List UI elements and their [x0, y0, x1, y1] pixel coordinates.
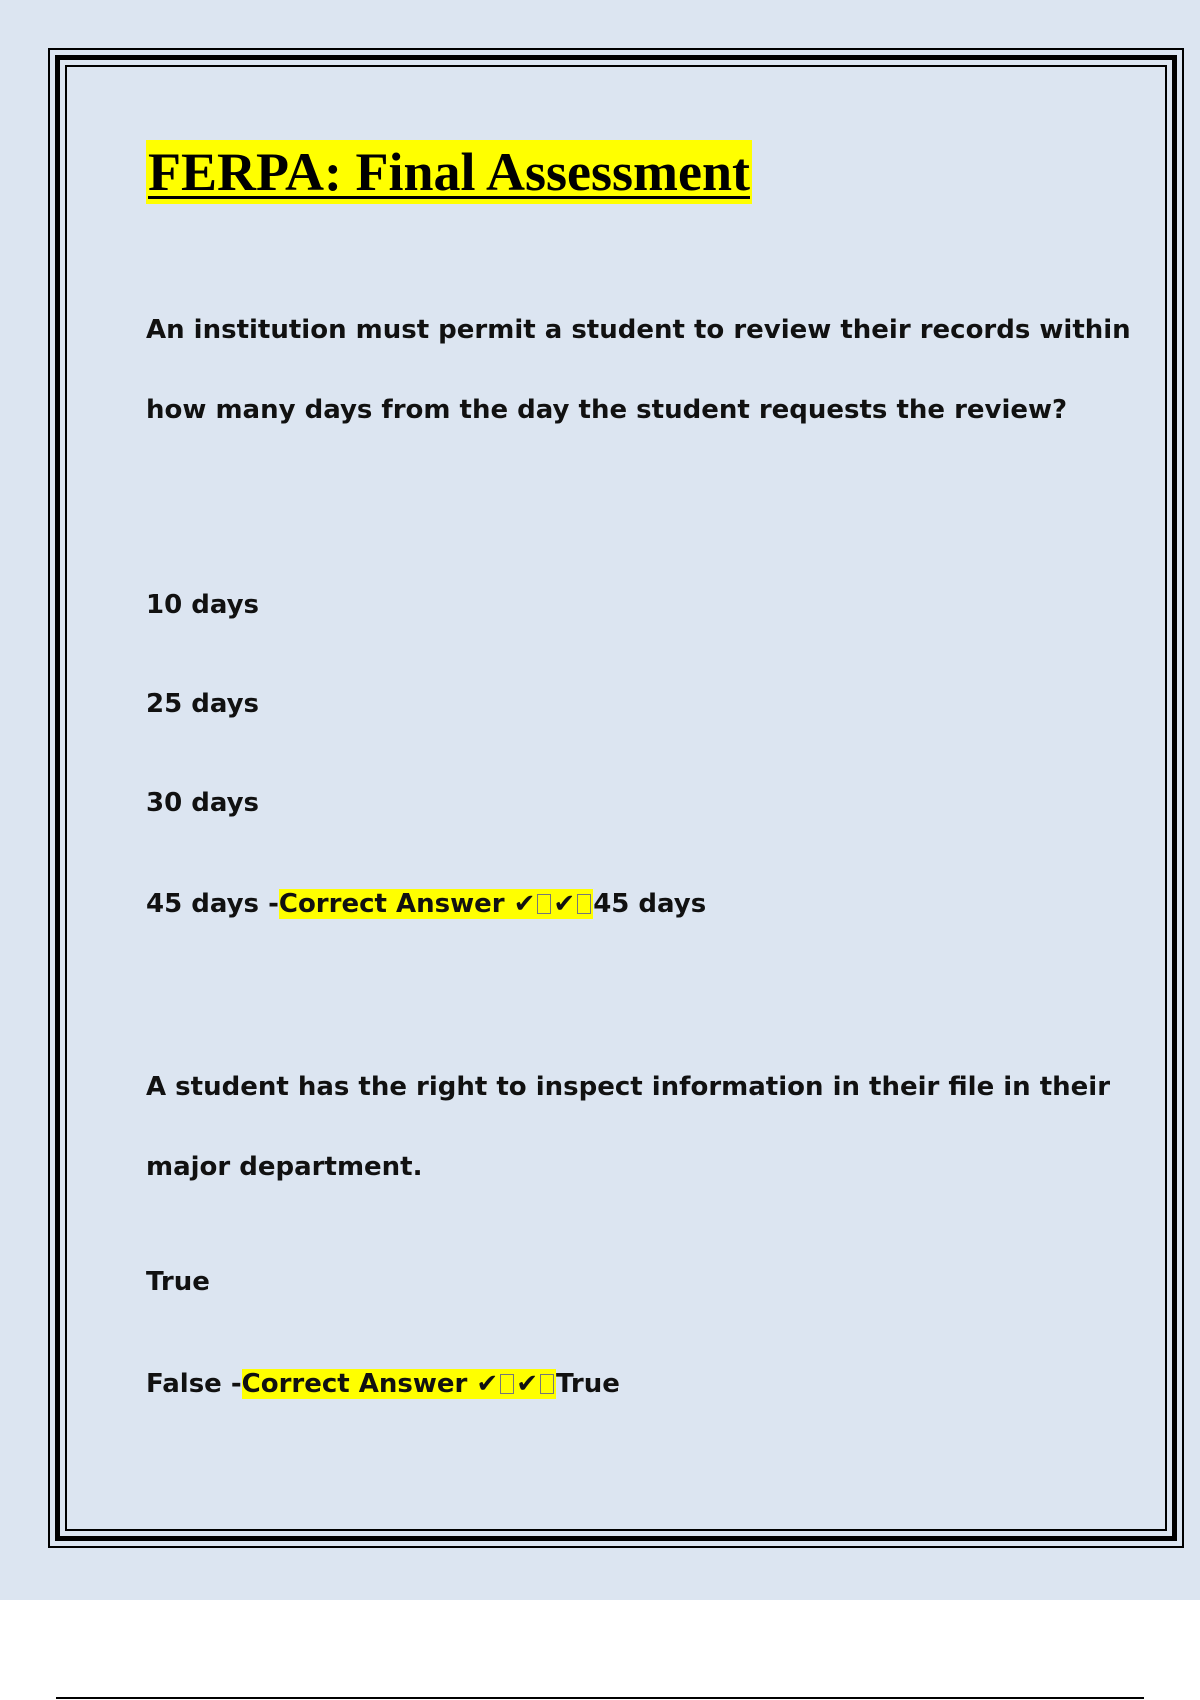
- correct-answer-highlight: [242, 1369, 556, 1399]
- correct-answer-value: True: [556, 1369, 620, 1399]
- checkmark-icon: ✔: [553, 889, 576, 919]
- footer-divider: [56, 1697, 1144, 1699]
- correct-answer-highlight: [279, 889, 593, 919]
- answer-option: 30 days: [146, 788, 260, 818]
- answer-option: 10 days: [146, 590, 260, 620]
- correct-answer-label: Correct Answer: [278, 889, 514, 919]
- checkmark-icon: ✔: [513, 889, 536, 919]
- missing-glyph-icon: [500, 1374, 514, 1394]
- missing-glyph-icon: [577, 894, 591, 914]
- question-line: An institution must permit a student to review their records within: [146, 315, 1131, 345]
- correct-answer-line: [146, 884, 706, 924]
- answer-option: True: [146, 1267, 210, 1297]
- question-line: major department.: [146, 1152, 423, 1182]
- answer-option: 45 days -: [146, 889, 279, 919]
- correct-answer-line: [146, 1364, 620, 1404]
- missing-glyph-icon: [537, 894, 551, 914]
- answer-option: 25 days: [146, 689, 260, 719]
- checkmark-icon: ✔: [516, 1369, 538, 1399]
- question-2: [146, 1047, 1111, 1207]
- question-text: [146, 290, 1131, 450]
- checkmark-icon: ✔: [476, 1369, 499, 1399]
- document-title: FERPA: Final Assessment: [148, 142, 750, 202]
- question-line: A student has the right to inspect information in their file in their: [146, 1072, 1111, 1102]
- correct-answer-value: 45 days: [593, 889, 707, 919]
- question-1: [146, 290, 1131, 450]
- answer-option: False -: [146, 1369, 242, 1399]
- document-content: [146, 140, 1131, 1399]
- correct-answer-label: Correct Answer: [241, 1369, 477, 1399]
- missing-glyph-icon: [540, 1374, 554, 1394]
- question-line: how many days from the day the student requests the review?: [146, 395, 1068, 425]
- question-text: [146, 1047, 1111, 1207]
